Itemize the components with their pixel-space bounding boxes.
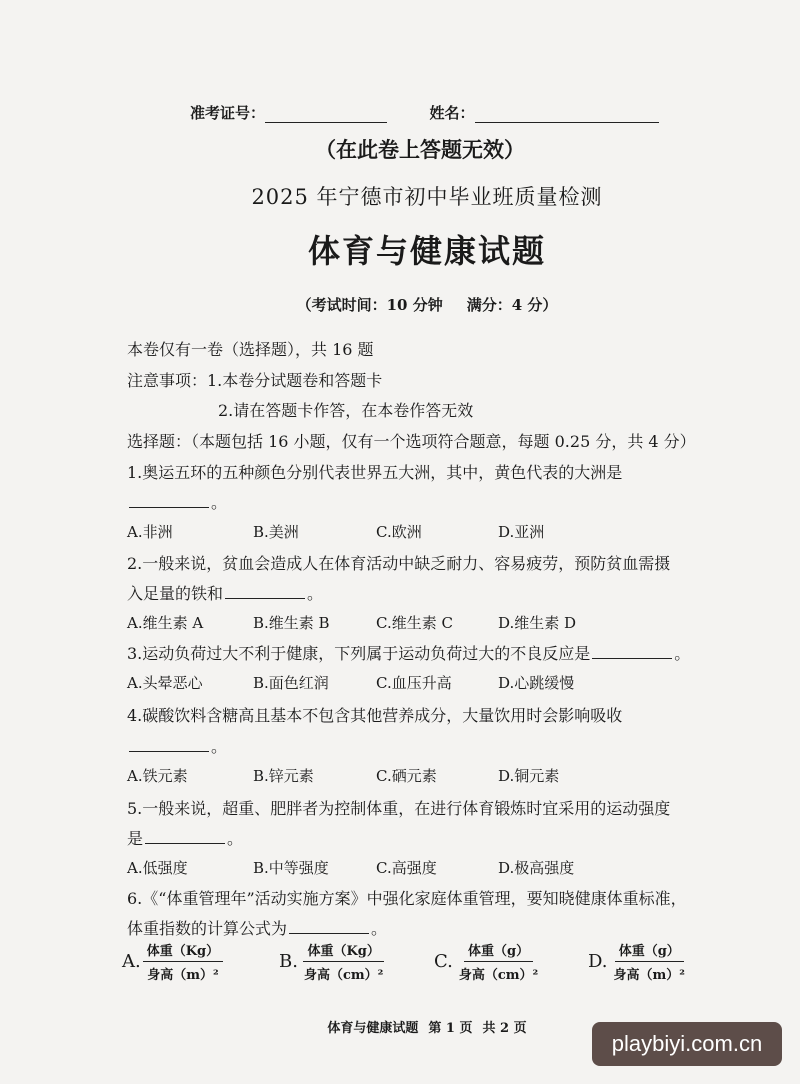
option-d: D.维生素 D xyxy=(498,614,577,632)
answer-blank xyxy=(592,644,672,659)
exam-id-blank xyxy=(265,106,387,123)
bmi-fraction: $\frac{\text{体重（g）}}{\text{身高（m）²}}$ xyxy=(610,940,689,983)
invalid-answer-notice: （在此卷上答题无效） xyxy=(315,137,525,162)
answer-blank xyxy=(145,829,225,844)
footer-page-total: 共 2 页 xyxy=(482,1021,527,1036)
exam-timing xyxy=(0,294,800,315)
bmi-fraction: $\frac{\text{体重（Kg）}}{\text{身高（cm）²}}$ xyxy=(300,940,387,983)
answer-blank xyxy=(129,493,209,508)
exam-full-score: 满分：4 分） xyxy=(466,296,558,314)
answer-blank xyxy=(225,584,305,599)
question-4-blank-line: 。 xyxy=(127,734,227,757)
name-blank xyxy=(475,106,659,123)
question-5-text: 5.一般来说，超重、肥胖者为控制体重，在进行体育锻炼时宜采用的运动强度 xyxy=(127,799,671,818)
exam-subtitle: 2025 年宁德市初中毕业班质量检测 xyxy=(251,185,603,209)
candidate-info-line xyxy=(190,102,659,123)
question-6-text-cont: 体重指数的计算公式为 。 xyxy=(127,919,388,938)
option-a: A.维生素 A xyxy=(127,614,204,632)
option-b: B. $\frac{\text{体重（Kg）}}{\text{身高（cm）²}}$ xyxy=(279,940,387,983)
exam-duration: （考试时间：10 分钟 xyxy=(296,296,443,314)
notes-line-1: 注意事项：1.本卷分试题卷和答题卡 xyxy=(127,371,383,390)
option-b: B.中等强度 xyxy=(253,859,329,877)
question-6-options xyxy=(122,940,742,990)
section-instructions: 选择题：（本题包括 16 小题，仅有一个选项符合题意，每题 0.25 分，共 4 分） xyxy=(127,432,696,451)
option-b: B.面色红润 xyxy=(253,674,329,692)
option-d: D.铜元素 xyxy=(498,767,560,785)
exam-id-label: 准考证号： xyxy=(190,104,266,122)
option-c: C.欧洲 xyxy=(376,523,422,541)
question-3-text: 3.运动负荷过大不利于健康，下列属于运动负荷过大的不良反应是 。 xyxy=(127,644,691,663)
question-2-text: 2.一般来说，贫血会造成人在体育活动中缺乏耐力、容易疲劳，预防贫血需摄 xyxy=(127,554,671,573)
option-d: D.心跳缓慢 xyxy=(498,674,575,692)
option-a: A.非洲 xyxy=(127,523,173,541)
question-1-blank-line: 。 xyxy=(127,490,227,513)
question-2-text-cont: 入足量的铁和 。 xyxy=(127,584,324,603)
answer-blank xyxy=(129,737,209,752)
option-c: C.血压升高 xyxy=(376,674,452,692)
option-c: C.硒元素 xyxy=(376,767,437,785)
footer-subject: 体育与健康试题 xyxy=(327,1021,419,1036)
option-a: A.头晕恶心 xyxy=(127,674,203,692)
option-d: D.亚洲 xyxy=(498,523,545,541)
notes-line-2: 2.请在答题卡作答，在本卷作答无效 xyxy=(218,401,474,420)
answer-blank xyxy=(289,919,369,934)
question-4-text: 4.碳酸饮料含糖高且基本不包含其他营养成分，大量饮用时会影响吸收 xyxy=(127,706,623,725)
intro-line: 本卷仅有一卷（选择题），共 16 题 xyxy=(127,340,374,359)
bmi-fraction: $\frac{\text{体重（g）}}{\text{身高（cm）²}}$ xyxy=(455,940,542,983)
name-label: 姓名： xyxy=(429,104,475,122)
option-c: C.高强度 xyxy=(376,859,437,877)
question-5-text-cont: 是 。 xyxy=(127,829,244,848)
site-watermark: playbiyi.com.cn xyxy=(592,1022,782,1066)
option-c: C.维生素 C xyxy=(376,614,453,632)
footer-page-number: 第 1 页 xyxy=(428,1021,473,1036)
question-1-text: 1.奥运五环的五种颜色分别代表世界五大洲，其中，黄色代表的大洲是 xyxy=(127,463,623,482)
exam-title: 体育与健康试题 xyxy=(307,232,546,270)
option-b: B.锌元素 xyxy=(253,767,314,785)
question-6-text: 6.《“体重管理年”活动实施方案》中强化家庭体重管理，要知晓健康体重标准， xyxy=(127,889,687,908)
option-a: A.铁元素 xyxy=(127,767,188,785)
option-b: B.美洲 xyxy=(253,523,299,541)
option-d: D.极高强度 xyxy=(498,859,575,877)
option-a: A.低强度 xyxy=(127,859,188,877)
option-d: D. $\frac{\text{体重（g）}}{\text{身高（m）²}}$ xyxy=(588,940,689,983)
bmi-fraction: $\frac{\text{体重（Kg）}}{\text{身高（m）²}}$ xyxy=(143,940,223,983)
option-c: C. $\frac{\text{体重（g）}}{\text{身高（cm）²}}$ xyxy=(434,940,542,983)
option-a: A. $\frac{\text{体重（Kg）}}{\text{身高（m）²}}$ xyxy=(122,940,223,983)
option-b: B.维生素 B xyxy=(253,614,330,632)
